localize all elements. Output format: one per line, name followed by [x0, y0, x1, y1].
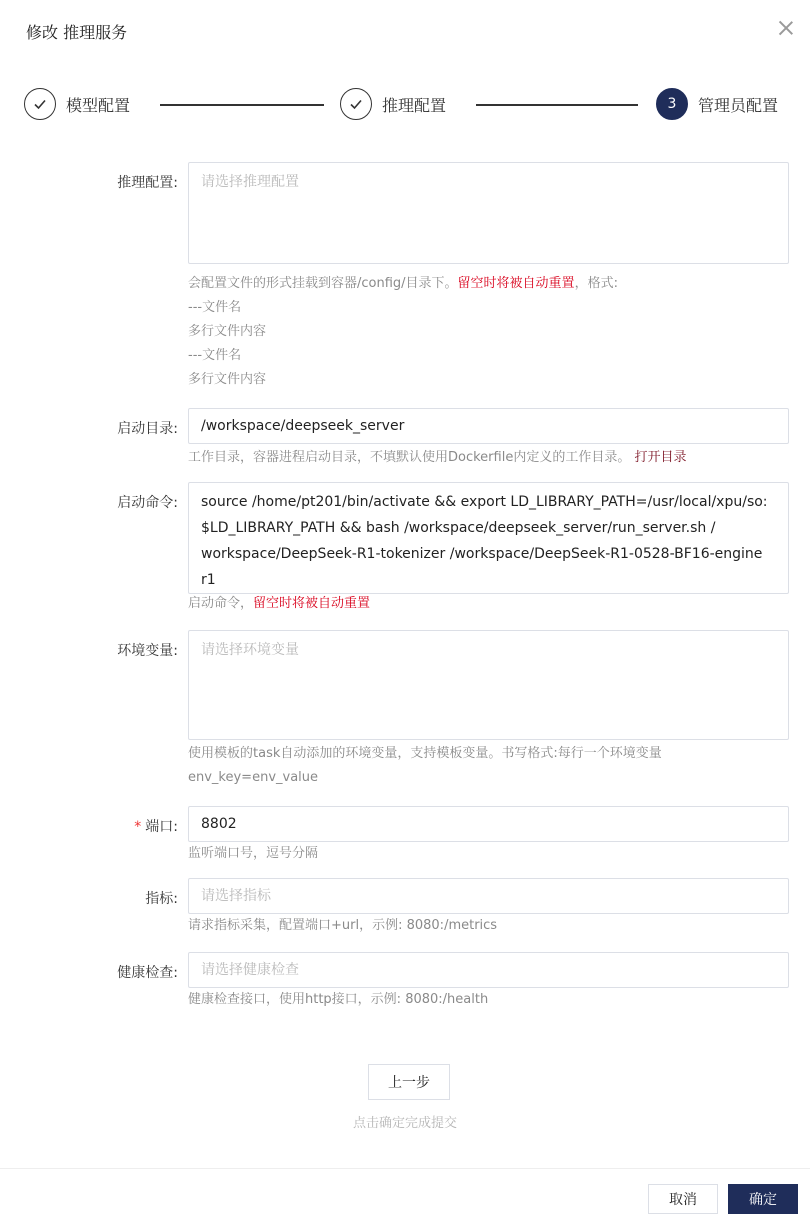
metrics-input[interactable]: 请选择指标 — [188, 878, 789, 914]
check-icon — [340, 88, 372, 120]
health-input[interactable]: 请选择健康检查 — [188, 952, 789, 988]
open-directory-link[interactable]: 打开目录 — [634, 450, 687, 465]
required-marker: * — [134, 819, 142, 835]
check-icon — [24, 88, 56, 120]
env-help: 使用模板的task自动添加的环境变量，支持模板变量。书写格式:每行一个环境变量 env_key=env_value — [188, 746, 662, 785]
start-command-textarea[interactable]: source /home/pt201/bin/activate && export LD_LIBRARY_PATH=/usr/local/xpu/so: $LD_LIBRARY_PATH && bash /workspace/deepseek_server/run_server.sh / workspace/DeepSeek-R1-tokenizer /workspace/DeepSeek-R1-0528-BF16-engine r1 — [188, 482, 789, 594]
start-dir-help: 工作目录，容器进程启动目录，不填默认使用Dockerfile内定义的工作目录。 打开目录 — [188, 450, 687, 465]
cancel-button[interactable]: 取消 — [648, 1184, 718, 1214]
health-help: 健康检查接口，使用http接口，示例: 8080:/health — [188, 992, 489, 1007]
step-label: 管理员配置 — [698, 95, 779, 115]
field-label: 启动命令: — [117, 495, 178, 511]
field-label: 健康检查: — [117, 965, 178, 981]
step-label: 模型配置 — [66, 95, 131, 115]
inference-config-help: 会配置文件的形式挂载到容器/config/目录下。留空时将被自动重置，格式: ---文件名 多行文件内容 ---文件名 多行文件内容 — [188, 276, 618, 387]
field-label: * 端口: — [134, 819, 178, 835]
step-label: 推理配置 — [382, 95, 447, 115]
previous-step-button[interactable]: 上一步 — [368, 1064, 450, 1100]
start-dir-input[interactable]: /workspace/deepseek_server — [188, 408, 789, 444]
dialog-title: 修改 推理服务 — [26, 23, 128, 42]
port-help: 监听端口号，逗号分隔 — [188, 846, 319, 861]
step-inference-config[interactable] — [340, 88, 446, 120]
env-textarea[interactable]: 请选择环境变量 — [188, 630, 789, 740]
confirm-button[interactable]: 确定 — [728, 1184, 798, 1214]
field-label: 启动目录: — [117, 421, 178, 437]
dialog-header — [0, 0, 810, 64]
field-label: 推理配置: — [117, 175, 178, 191]
step-model-config[interactable] — [24, 88, 130, 120]
port-input[interactable]: 8802 — [188, 806, 789, 842]
start-command-help: 启动命令，留空时将被自动重置 — [188, 596, 371, 611]
footer-divider — [0, 1168, 810, 1169]
stepper — [0, 84, 810, 132]
step-connector — [160, 104, 324, 106]
step-connector — [476, 104, 638, 106]
close-icon[interactable] — [776, 18, 796, 38]
inference-config-textarea[interactable]: 请选择推理配置 — [188, 162, 789, 264]
step-number: 3 — [656, 88, 688, 120]
field-label: 环境变量: — [117, 643, 178, 659]
step-admin-config[interactable] — [656, 88, 778, 120]
confirm-tip: 点击确定完成提交 — [352, 1116, 457, 1131]
metrics-help: 请求指标采集，配置端口+url，示例: 8080:/metrics — [188, 918, 498, 933]
field-label: 指标: — [145, 891, 178, 907]
